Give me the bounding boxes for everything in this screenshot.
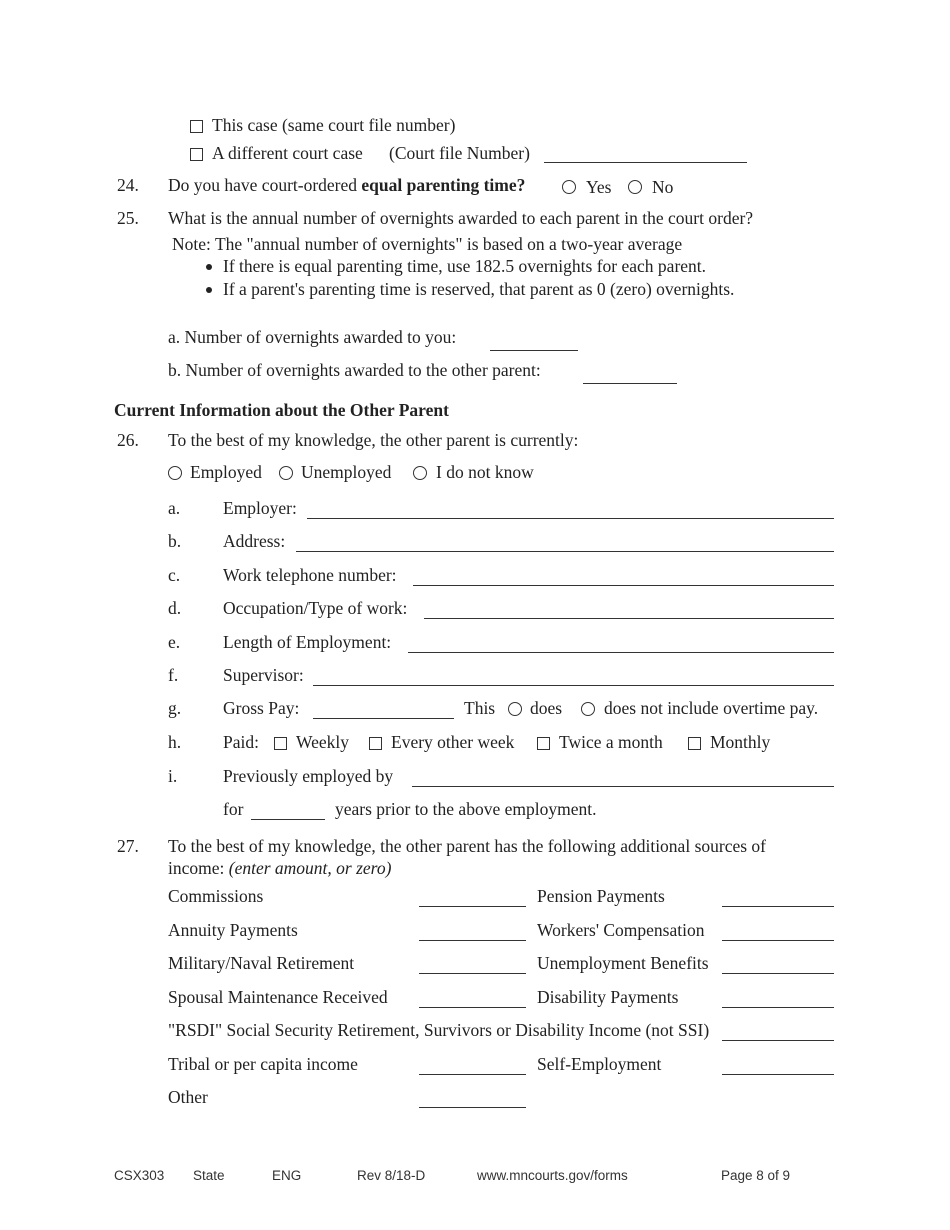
- paid-label: Paid:: [223, 732, 259, 752]
- income-pension-field[interactable]: [722, 906, 834, 907]
- income-rsdi-label: "RSDI" Social Security Retirement, Survivors or Disability Income (not SSI): [168, 1020, 710, 1040]
- q24-no-label: No: [652, 177, 674, 197]
- field-letter: f.: [168, 665, 179, 685]
- income-commissions-label: Commissions: [168, 886, 264, 906]
- employed-radio[interactable]: [168, 466, 182, 480]
- court-file-number-field[interactable]: [544, 162, 747, 163]
- overtime-does-label: does: [530, 698, 563, 718]
- income-military-label: Military/Naval Retirement: [168, 953, 355, 973]
- q24-yes-radio[interactable]: [562, 180, 576, 194]
- every-other-week-checkbox[interactable]: [369, 737, 382, 750]
- q26-number: 26.: [117, 430, 139, 450]
- field-letter: h.: [168, 732, 182, 752]
- different-case-checkbox[interactable]: [190, 148, 203, 161]
- address-label: Address:: [223, 531, 286, 551]
- dont-know-radio[interactable]: [413, 466, 427, 480]
- employer-field[interactable]: [307, 518, 834, 519]
- income-tribal-field[interactable]: [419, 1074, 526, 1075]
- footer-state: State: [193, 1168, 225, 1183]
- footer-url[interactable]: www.mncourts.gov/forms: [477, 1168, 628, 1183]
- income-other-label: Other: [168, 1087, 208, 1107]
- field-letter: i.: [168, 766, 178, 786]
- overnights-other-field[interactable]: [583, 383, 677, 384]
- income-other-field[interactable]: [419, 1107, 526, 1108]
- overtime-does-radio[interactable]: [508, 702, 522, 716]
- overtime-does-not-label: does not include overtime pay.: [604, 698, 819, 718]
- footer-revision: Rev 8/18-D: [357, 1168, 426, 1183]
- length-employment-field[interactable]: [408, 652, 834, 653]
- q27-text: To the best of my knowledge, the other parent has the following additional sources of: [168, 836, 766, 856]
- income-disability-label: Disability Payments: [537, 987, 679, 1007]
- occupation-label: Occupation/Type of work:: [223, 598, 408, 618]
- q25-bullet-1: If there is equal parenting time, use 182.5 overnights for each parent.: [223, 256, 707, 276]
- income-self-employment-field[interactable]: [722, 1074, 834, 1075]
- income-tribal-label: Tribal or per capita income: [168, 1054, 358, 1074]
- employed-label: Employed: [190, 462, 262, 482]
- income-workers-comp-label: Workers' Compensation: [537, 920, 705, 940]
- q25-number: 25.: [117, 208, 139, 228]
- this-case-label: This case (same court file number): [212, 115, 456, 135]
- weekly-checkbox[interactable]: [274, 737, 287, 750]
- twice-month-checkbox[interactable]: [537, 737, 550, 750]
- footer-form-code: CSX303: [114, 1168, 165, 1183]
- length-employment-label: Length of Employment:: [223, 632, 392, 652]
- dont-know-label: I do not know: [436, 462, 534, 482]
- unemployed-label: Unemployed: [301, 462, 392, 482]
- income-commissions-field[interactable]: [419, 906, 526, 907]
- occupation-field[interactable]: [424, 618, 834, 619]
- years-prior-label: years prior to the above employment.: [335, 799, 597, 819]
- q27-text-2: income: (enter amount, or zero): [168, 858, 392, 878]
- overtime-does-not-radio[interactable]: [581, 702, 595, 716]
- for-label: for: [223, 799, 244, 819]
- previously-employed-label: Previously employed by: [223, 766, 394, 786]
- q26-text: To the best of my knowledge, the other parent is currently:: [168, 430, 579, 450]
- q24-number: 24.: [117, 175, 139, 195]
- bullet-dot: [206, 264, 212, 270]
- income-pension-label: Pension Payments: [537, 886, 665, 906]
- income-self-employment-label: Self-Employment: [537, 1054, 662, 1074]
- q25-b-label: b. Number of overnights awarded to the other parent:: [168, 360, 541, 380]
- gross-pay-this: This: [464, 698, 496, 718]
- weekly-label: Weekly: [296, 732, 350, 752]
- years-prior-field[interactable]: [251, 819, 325, 820]
- income-rsdi-field[interactable]: [722, 1040, 834, 1041]
- income-spousal-label: Spousal Maintenance Received: [168, 987, 388, 1007]
- q24-no-radio[interactable]: [628, 180, 642, 194]
- employer-label: Employer:: [223, 498, 297, 518]
- field-letter: b.: [168, 531, 182, 551]
- bullet-dot: [206, 287, 212, 293]
- monthly-label: Monthly: [710, 732, 771, 752]
- q25-bullet-2: If a parent's parenting time is reserved, that parent as 0 (zero) overnights.: [223, 279, 735, 299]
- field-letter: c.: [168, 565, 181, 585]
- address-field[interactable]: [296, 551, 834, 552]
- footer-page-number: Page 8 of 9: [721, 1168, 791, 1183]
- income-workers-comp-field[interactable]: [722, 940, 834, 941]
- unemployed-radio[interactable]: [279, 466, 293, 480]
- income-unemployment-label: Unemployment Benefits: [537, 953, 709, 973]
- supervisor-field[interactable]: [313, 685, 834, 686]
- q25-a-label: a. Number of overnights awarded to you:: [168, 327, 457, 347]
- twice-month-label: Twice a month: [559, 732, 663, 752]
- supervisor-label: Supervisor:: [223, 665, 304, 685]
- income-disability-field[interactable]: [722, 1007, 834, 1008]
- income-unemployment-field[interactable]: [722, 973, 834, 974]
- q25-text: What is the annual number of overnights awarded to each parent in the court order?: [168, 208, 754, 228]
- field-letter: a.: [168, 498, 181, 518]
- monthly-checkbox[interactable]: [688, 737, 701, 750]
- work-phone-field[interactable]: [413, 585, 834, 586]
- income-annuity-field[interactable]: [419, 940, 526, 941]
- section-title: Current Information about the Other Parent: [114, 400, 449, 420]
- income-military-field[interactable]: [419, 973, 526, 974]
- income-annuity-label: Annuity Payments: [168, 920, 298, 940]
- q24-text: Do you have court-ordered equal parenting time?: [168, 175, 526, 195]
- q24-yes-label: Yes: [586, 177, 612, 197]
- gross-pay-label: Gross Pay:: [223, 698, 300, 718]
- q25-note: Note: The "annual number of overnights" is based on a two-year average: [172, 234, 683, 254]
- field-letter: d.: [168, 598, 182, 618]
- footer-language: ENG: [272, 1168, 302, 1183]
- overnights-you-field[interactable]: [490, 350, 578, 351]
- this-case-checkbox[interactable]: [190, 120, 203, 133]
- income-spousal-field[interactable]: [419, 1007, 526, 1008]
- q27-number: 27.: [117, 836, 139, 856]
- previous-employer-field[interactable]: [412, 786, 834, 787]
- every-other-week-label: Every other week: [391, 732, 515, 752]
- court-file-number-label: (Court file Number): [389, 143, 530, 163]
- work-phone-label: Work telephone number:: [223, 565, 397, 585]
- field-letter: e.: [168, 632, 181, 652]
- gross-pay-field[interactable]: [313, 718, 454, 719]
- field-letter: g.: [168, 698, 182, 718]
- different-case-label: A different court case: [212, 143, 363, 163]
